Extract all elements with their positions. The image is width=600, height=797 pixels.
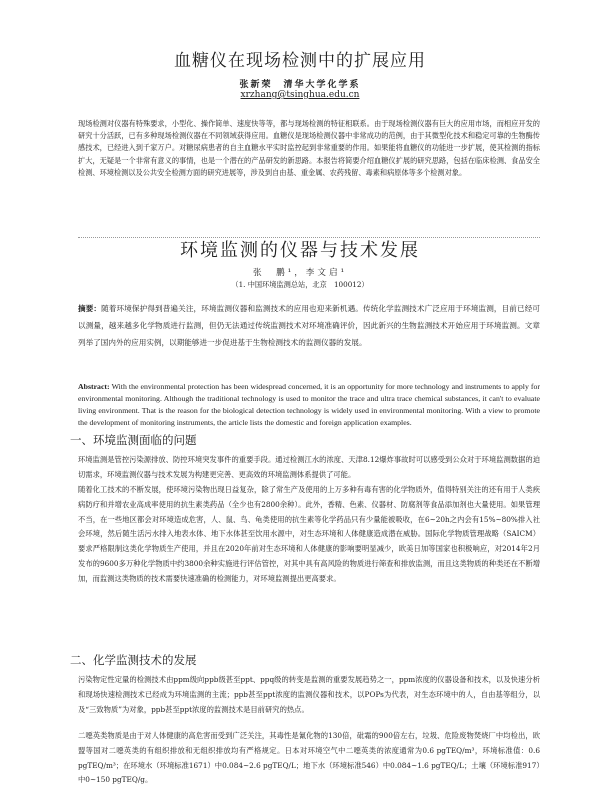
article2-affiliation: （1. 中国环境监测总站，北京 100012）	[231, 280, 369, 289]
abstract-text: 随着环境保护得到普遍关注，环境监测仪器和监测技术的应用也迎来新机遇。传统化学监测技术广泛应用于环境监测，目前已经可以测量，越来越多化学物质进行监测，但仍无法通过传统监测技术对环境准确评价，因此新兴的生物监测技术开始应用于环境监测。文章列举了国内外的应用实例，以期能够进一步促进基于生物检测技术的监测仪器的发展。	[78, 304, 540, 347]
article2-english-abstract	[78, 381, 540, 429]
article1-author: 张新荣 清华大学化学系	[239, 80, 361, 90]
section2-heading: 二、化学监测技术的发展	[70, 653, 197, 667]
section2-paragraph-1: 污染物定性定量的检测技术由ppm级向ppb级甚至ppt、ppq级的转变是监测的重要发展趋势之一，ppm浓度的仪器设备和技术，以及快速分析和现场快速检测技术已经成为环境监测的主流；ppb甚至ppt浓度的监测仪器和技术，以POPs为代表，对生态环境中的人，自由基等组分，以及“三致物质”为对象，ppb甚至ppt浓度的监测技术是目前研究的热点。	[78, 675, 540, 714]
article2-authors: 张 鹏¹，李文启¹	[252, 268, 348, 278]
article1-title: 血糖仪在现场检测中的扩展应用	[174, 51, 426, 71]
section2-paragraph-2: 二噁英类物质是由于对人体健康的高危害而受到广泛关注，其毒性是氰化物的130倍，砒霜的900倍左右，垃圾、危险废物焚烧厂中均检出，欧盟等国对二噁英类的有组织排放和无组织排放均有严格规定。日本对环境空气中二噁英类的浓度通常为0.6 pgTEQ/m³，环境标准值：0.6 pgTEQ/m³；在环境水（环境标准1671）中0.084~2.6 pgTEQ/L；地下水（环境标准546）中0.084~1.6 pgTEQ/L；土壤（环境标准917）中0~150 pgTEQ/g。	[78, 731, 540, 785]
article2-abstract	[78, 300, 540, 351]
section1-heading: 一、环境监测面临的问题	[70, 433, 197, 447]
article1-email-link[interactable]: xrzhang@tsinghua.edu.cn	[240, 90, 360, 100]
english-abstract-text: With the environmental protection has been widespread concerned, it is an opportunity for more technology and instruments to apply for environmental monitoring. Although the traditional technology is used to monitor the trace and ultra trace chemical substances, it can't to evaluate living environment. That is the reason for the biological detection technology is widely used in environmental monitoring. With a view to promote the development of monitoring instruments, the article lists the domestic and foreign application examples.	[78, 382, 541, 427]
english-abstract-label: Abstract:	[78, 382, 110, 391]
abstract-label: 摘要：	[78, 304, 102, 313]
article1-abstract: 现场检测对仪器有特殊要求，小型化、操作简单、速度快等等，都与现场检测的特征相联系。由于现场检测仪器有巨大的应用市场，而相应开发的研究十分活跃，已有多种现场检测仪器在不同领域获得应用。血糖仪是现场检测仪器中非常成功的范例，由于其微型化技术和稳定可靠的生物酶传感技术，已经进入到千家万户。对糖尿病患者的自主血糖水平实时监控起到非常重要的作用。如果能将血糖仪的功能进一步扩展，使其检测的指标扩大，无疑是一个非常有意义的事情，也是一个潜在的产品研发的新思路。本报告将简要介绍血糖仪扩展的研究思路，包括在临床检测、食品安全检测、环境检测以及公共安全检测方面的研究进展等，涉及到自由基、重金属、农药残留、毒素和病原体等多个检测对象。	[78, 119, 540, 177]
section1-paragraph-2: 随着化工技术的不断发展，使环境污染物出现日益复杂，除了常生产及使用的上万多种有毒有害的化学物质外，值得特别关注的还有用于人类疾病防疗和并增农业高成率使用的抗生素类药品（全少也有2800余种）。此外，香精、色素、仪器材、防腐剂等食品添加剂也大量使用。如果管理不当，在一些地区都会对环境造成危害，人、鼠、鸟、龟类使用的抗生素等化学药品只有少量能被吸收，在6~20h之内会有15%~80%排入社会环境，然后随生活污水排入地表水体、地下水体甚至饮用水源中，对生态环境和人体健康造成潜在威胁。国际化学物质管理战略（SAICM）要求严格限制这类化学物质生产使用，并且在2020年前对生态环境和人体健康的影响要明显减少，欧美日加等国家也积极响应，对2014年2月发布的9600多万种化学物质中约3800余种实施进行评估管控，对其中具有高风险的物质进行筛查和排放监测，而且这类物质的种类还在不断增加，而监测这类物质的技术需要快速准确的检测能力，对环境监测提出更高要求。	[78, 485, 540, 583]
section1-paragraph-1: 环境监测是管控污染源排放、防控环境突发事件的重要手段。通过检测江水的浓度、天津8.12爆炸事故时可以感受到公众对于环境监测数据的迫切需求，环境监测仪器与技术发展为构建更完善、更高效的环境监测体系提供了可能。	[78, 455, 540, 479]
article2-title: 环境监测的仪器与技术发展	[180, 240, 420, 261]
